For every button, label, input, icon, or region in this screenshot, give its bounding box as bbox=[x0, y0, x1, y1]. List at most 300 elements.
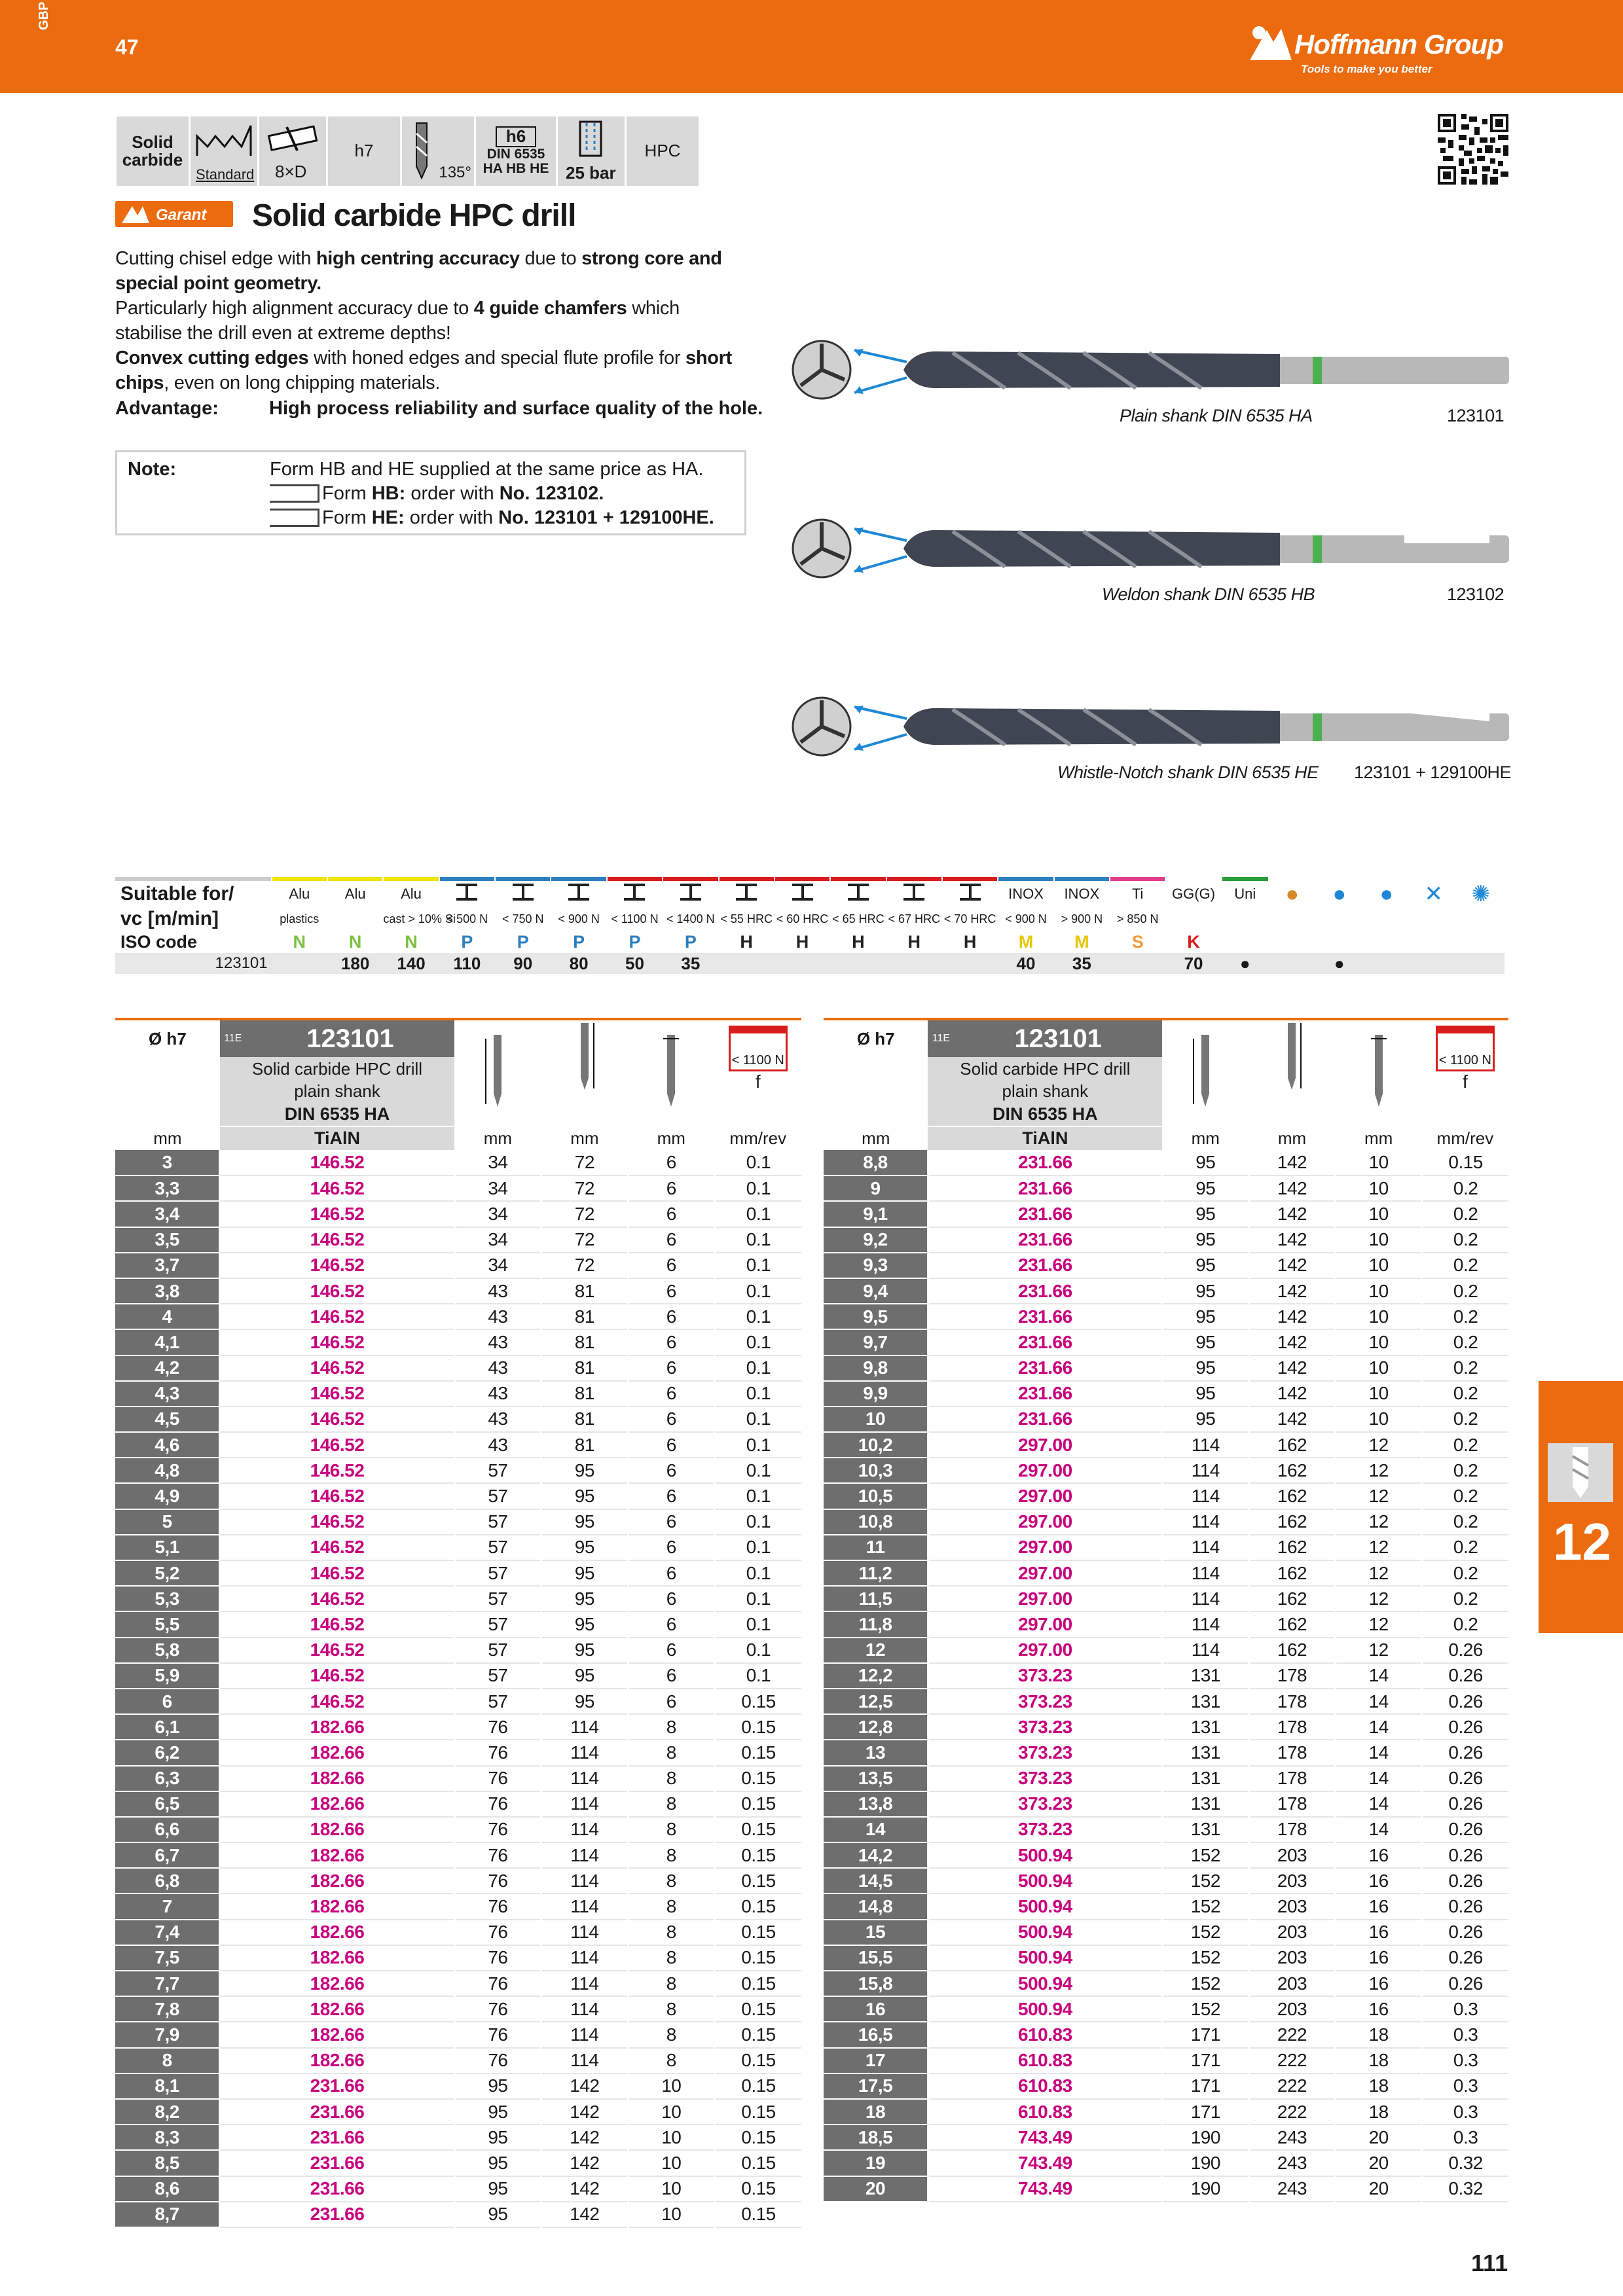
table-row[interactable] bbox=[824, 1175, 1508, 1201]
shank-badge bbox=[476, 117, 556, 186]
section-tab[interactable] bbox=[1539, 1381, 1623, 1633]
total-length-cell: 142 bbox=[541, 2150, 628, 2176]
total-length-cell: 142 bbox=[1249, 1304, 1335, 1329]
total-length-cell: 178 bbox=[1249, 1766, 1335, 1791]
total-length-cell: 178 bbox=[1249, 1791, 1335, 1817]
shank-diameter-cell: 6 bbox=[628, 1253, 714, 1278]
note-line-2: Form HB: order with No. 123102. bbox=[270, 482, 604, 506]
price-cell: 146.52 bbox=[220, 1407, 454, 1432]
flute-length-cell: 57 bbox=[454, 1611, 541, 1637]
table-row[interactable] bbox=[824, 1201, 1508, 1227]
table-row[interactable] bbox=[824, 2125, 1508, 2150]
table-row[interactable] bbox=[824, 2150, 1508, 2176]
material-name: Alu bbox=[401, 886, 422, 902]
table-row[interactable] bbox=[824, 1689, 1508, 1714]
flute-length-cell: 76 bbox=[454, 1791, 541, 1817]
total-length-cell: 81 bbox=[541, 1304, 628, 1329]
side-code: GBP bbox=[37, 1, 51, 30]
table-row[interactable] bbox=[115, 1175, 801, 1201]
feed-cell: 0.2 bbox=[1422, 1253, 1508, 1278]
table-row[interactable] bbox=[824, 2048, 1508, 2073]
table-row[interactable] bbox=[115, 1971, 801, 1996]
shank-diameter-cell: 6 bbox=[628, 1432, 714, 1458]
table-row[interactable] bbox=[115, 1893, 801, 1919]
steel-beam-icon bbox=[510, 883, 536, 901]
table-row[interactable] bbox=[824, 1611, 1508, 1637]
shank-diameter-cell: 8 bbox=[628, 2048, 714, 2073]
feed-cell: 0.15 bbox=[715, 1920, 801, 1945]
shank-diameter-cell: 8 bbox=[628, 1740, 714, 1765]
material-name bbox=[439, 881, 495, 907]
table-row[interactable] bbox=[824, 1535, 1508, 1560]
table-row[interactable] bbox=[115, 1842, 801, 1868]
table-row[interactable] bbox=[824, 1329, 1508, 1355]
table-row[interactable] bbox=[115, 1253, 801, 1278]
diameter-cell: 9,9 bbox=[824, 1381, 928, 1407]
flute-length-cell: 131 bbox=[1162, 1663, 1249, 1689]
table-row[interactable] bbox=[824, 1714, 1508, 1740]
flute-length-cell: 190 bbox=[1162, 2125, 1249, 2150]
diameter-cell: 9,7 bbox=[824, 1329, 928, 1355]
total-length-cell: 114 bbox=[541, 1996, 628, 2022]
shank-diameter-cell: 16 bbox=[1336, 1971, 1422, 1996]
diameter-cell: 4,6 bbox=[115, 1432, 220, 1458]
table-row[interactable] bbox=[115, 1381, 801, 1407]
iso-code: P bbox=[684, 931, 697, 952]
total-length-cell: 142 bbox=[1249, 1150, 1335, 1175]
price-cell: 182.66 bbox=[220, 1766, 454, 1791]
unit-mm: mm bbox=[1191, 1128, 1220, 1148]
section-number: 12 bbox=[1553, 1513, 1611, 1571]
shank-forms: HA HB HE bbox=[483, 160, 549, 176]
shank-diameter-cell: 14 bbox=[1336, 1714, 1422, 1740]
price-cell: 146.52 bbox=[220, 1611, 454, 1637]
feed-cell: 0.1 bbox=[715, 1509, 801, 1535]
table-row[interactable] bbox=[824, 1227, 1508, 1253]
iso-code: N bbox=[405, 931, 418, 952]
product-table-left bbox=[115, 1018, 801, 2228]
iso-code: K bbox=[1187, 931, 1200, 952]
total-length-cell: 222 bbox=[1249, 2073, 1335, 2099]
feed-cell: 0.15 bbox=[715, 1766, 801, 1791]
table-row[interactable] bbox=[824, 1842, 1508, 1868]
price-cell: 146.52 bbox=[220, 1278, 454, 1304]
shank-diameter-cell: 10 bbox=[1336, 1278, 1422, 1304]
page-header bbox=[0, 0, 1623, 93]
diameter-cell: 13 bbox=[824, 1740, 928, 1765]
table-row[interactable] bbox=[115, 1407, 801, 1432]
table-row[interactable] bbox=[115, 2022, 801, 2047]
feed-cell: 0.26 bbox=[1422, 1766, 1508, 1791]
diameter-cell: 8 bbox=[115, 2048, 220, 2073]
table-row[interactable] bbox=[824, 2176, 1508, 2202]
table-row[interactable] bbox=[115, 1304, 801, 1329]
advantage-label: Advantage: bbox=[115, 398, 219, 419]
diameter-cell: 19 bbox=[824, 2150, 928, 2176]
table-row[interactable] bbox=[824, 1817, 1508, 1842]
table-row[interactable] bbox=[115, 2176, 801, 2202]
table-row[interactable] bbox=[115, 2099, 801, 2125]
coating-label: TiAlN bbox=[928, 1126, 1162, 1150]
flute-length-cell: 95 bbox=[1162, 1150, 1249, 1175]
table-row[interactable] bbox=[824, 1483, 1508, 1509]
material-spec bbox=[1316, 907, 1363, 931]
material-name bbox=[495, 881, 551, 907]
cutting-speed-value bbox=[719, 953, 775, 974]
total-length-cell: 81 bbox=[541, 1278, 628, 1304]
cutting-speed-value: 50 bbox=[607, 953, 663, 974]
table-row[interactable] bbox=[115, 1740, 801, 1765]
table-row[interactable] bbox=[824, 1638, 1508, 1663]
force-rating: < 1100 N bbox=[1436, 1026, 1495, 1071]
shank-diameter-cell: 6 bbox=[628, 1663, 714, 1689]
note-box bbox=[115, 450, 746, 535]
diameter-cell: 7,5 bbox=[115, 1945, 220, 1971]
total-length-cell: 81 bbox=[541, 1329, 628, 1355]
total-length-cell: 162 bbox=[1249, 1458, 1335, 1483]
diameter-cell: 18 bbox=[824, 2099, 928, 2125]
table-row[interactable] bbox=[824, 1458, 1508, 1483]
iso-code: H bbox=[740, 931, 753, 952]
table-row[interactable] bbox=[115, 1355, 801, 1381]
coolant-type-icon: ● bbox=[1285, 881, 1299, 906]
flute-length-cell: 152 bbox=[1162, 1996, 1249, 2022]
price-cell: 146.52 bbox=[220, 1458, 454, 1483]
flute-length-cell: 95 bbox=[1162, 1304, 1249, 1329]
total-length-cell: 178 bbox=[1249, 1663, 1335, 1689]
diameter-cell: 9,3 bbox=[824, 1253, 928, 1278]
table-row[interactable] bbox=[824, 1766, 1508, 1791]
price-cell: 373.23 bbox=[928, 1791, 1162, 1817]
table-row[interactable] bbox=[824, 1971, 1508, 1996]
diameter-cell: 6,5 bbox=[115, 1791, 220, 1817]
shank-diameter-cell: 18 bbox=[1336, 2099, 1422, 2125]
feed-cell: 0.1 bbox=[715, 1586, 801, 1611]
table-row[interactable] bbox=[115, 1586, 801, 1611]
point-angle-badge bbox=[402, 117, 474, 186]
feed-cell: 0.3 bbox=[1422, 2099, 1508, 2125]
diameter-cell: 10,3 bbox=[824, 1458, 928, 1483]
table-row[interactable] bbox=[115, 2048, 801, 2073]
drill-whistle-notch-shank-image bbox=[782, 687, 1509, 766]
table-row[interactable] bbox=[115, 1509, 801, 1535]
table-row[interactable] bbox=[115, 1278, 801, 1304]
diameter-cell: 4,8 bbox=[115, 1458, 220, 1483]
diameter-cell: 5,5 bbox=[115, 1611, 220, 1637]
table-row[interactable] bbox=[824, 2099, 1508, 2125]
cutting-speed-value bbox=[1110, 953, 1165, 974]
price-cell: 500.94 bbox=[928, 1945, 1162, 1971]
flute-length-cell: 76 bbox=[454, 1945, 541, 1971]
table-row[interactable] bbox=[824, 1868, 1508, 1893]
flute-length-cell: 171 bbox=[1162, 2022, 1249, 2047]
shank-din: DIN 6535 bbox=[486, 146, 545, 162]
feed-cell: 0.1 bbox=[715, 1407, 801, 1432]
diameter-cell: 6,1 bbox=[115, 1714, 220, 1740]
total-length-cell: 114 bbox=[541, 1945, 628, 1971]
flute-length-cell: 171 bbox=[1162, 2099, 1249, 2125]
feed-cell: 0.1 bbox=[715, 1355, 801, 1381]
cutting-speed-value: ● bbox=[1316, 953, 1363, 974]
table-row[interactable] bbox=[115, 1611, 801, 1637]
material-name bbox=[830, 881, 886, 907]
qr-code-icon[interactable] bbox=[1438, 114, 1508, 185]
table-row[interactable] bbox=[115, 1432, 801, 1458]
iso-code: N bbox=[293, 931, 306, 952]
table-row[interactable] bbox=[824, 1355, 1508, 1381]
diameter-cell: 5,8 bbox=[115, 1638, 220, 1663]
feed-cell: 0.26 bbox=[1422, 1714, 1508, 1740]
price-cell: 500.94 bbox=[928, 1996, 1162, 2022]
total-length-cell: 114 bbox=[541, 1817, 628, 1842]
diameter-cell: 11 bbox=[824, 1535, 928, 1560]
table-row[interactable] bbox=[115, 1227, 801, 1253]
table-row[interactable] bbox=[824, 1150, 1508, 1175]
table-row[interactable] bbox=[824, 1945, 1508, 1971]
table-row[interactable] bbox=[824, 1253, 1508, 1278]
shank-diameter-cell: 10 bbox=[628, 2099, 714, 2125]
feed-cell: 0.3 bbox=[1422, 2125, 1508, 2150]
price-cell: 297.00 bbox=[928, 1509, 1162, 1535]
flute-length-cell: 57 bbox=[454, 1689, 541, 1714]
diameter-cell: 10 bbox=[824, 1407, 928, 1432]
standard-label: Standard bbox=[196, 166, 255, 183]
unit-mm: mm bbox=[1364, 1128, 1393, 1148]
total-length-cell: 114 bbox=[541, 2022, 628, 2047]
feed-cell: 0.1 bbox=[715, 1381, 801, 1407]
table-row[interactable] bbox=[115, 1817, 801, 1842]
table-row[interactable] bbox=[115, 1766, 801, 1791]
price-cell: 297.00 bbox=[928, 1458, 1162, 1483]
table-row[interactable] bbox=[115, 2073, 801, 2099]
total-length-cell: 162 bbox=[1249, 1432, 1335, 1458]
table-row[interactable] bbox=[115, 1483, 801, 1509]
shank-diameter-cell: 14 bbox=[1336, 1766, 1422, 1791]
din-standard: DIN 6535 HA bbox=[220, 1103, 454, 1126]
total-length-cell: 222 bbox=[1249, 2048, 1335, 2073]
total-length-cell: 142 bbox=[1249, 1407, 1335, 1432]
table-row[interactable] bbox=[824, 1663, 1508, 1689]
total-length-cell: 178 bbox=[1249, 1817, 1335, 1842]
price-cell: 146.52 bbox=[220, 1329, 454, 1355]
table-row[interactable] bbox=[115, 1868, 801, 1893]
table-row[interactable] bbox=[824, 1381, 1508, 1407]
shank-diameter-cell: 10 bbox=[1336, 1201, 1422, 1227]
shank-diameter-cell: 6 bbox=[628, 1458, 714, 1483]
table-row[interactable] bbox=[115, 2125, 801, 2150]
shank-diameter-cell: 8 bbox=[628, 1996, 714, 2022]
total-length-cell: 72 bbox=[541, 1227, 628, 1253]
table-row[interactable] bbox=[824, 1996, 1508, 2022]
shank-diameter-cell: 20 bbox=[1336, 2176, 1422, 2202]
shank-diameter-cell: 14 bbox=[1336, 1663, 1422, 1689]
shank-diameter-cell: 14 bbox=[1336, 1689, 1422, 1714]
table-row[interactable] bbox=[824, 1920, 1508, 1945]
feed-cell: 0.1 bbox=[715, 1611, 801, 1637]
diameter-cell: 6,2 bbox=[115, 1740, 220, 1765]
table-row[interactable] bbox=[115, 1714, 801, 1740]
table-row[interactable] bbox=[115, 1663, 801, 1689]
total-length-cell: 222 bbox=[1249, 2022, 1335, 2047]
material-spec: < 1100 N bbox=[611, 912, 659, 925]
whistle-notch-shank-icon bbox=[270, 509, 319, 527]
flute-length-cell: 57 bbox=[454, 1663, 541, 1689]
table-row[interactable] bbox=[115, 1329, 801, 1355]
table-row[interactable] bbox=[115, 1560, 801, 1586]
total-length-cell: 114 bbox=[541, 1868, 628, 1893]
flute-length-cell: 114 bbox=[1162, 1483, 1249, 1509]
table-row[interactable] bbox=[115, 1920, 801, 1945]
diameter-cell: 8,2 bbox=[115, 2099, 220, 2125]
drill-length-icon bbox=[267, 122, 319, 154]
unit-mm: mm bbox=[862, 1128, 890, 1148]
diameter-cell: 6,8 bbox=[115, 1868, 220, 1893]
table-row[interactable] bbox=[115, 2150, 801, 2176]
diameter-cell: 3 bbox=[115, 1150, 220, 1175]
table-row[interactable] bbox=[824, 2073, 1508, 2099]
flute-length-cell: 76 bbox=[454, 1971, 541, 1996]
table-row[interactable] bbox=[824, 1560, 1508, 1586]
flute-length-cell: 95 bbox=[1162, 1355, 1249, 1381]
price-cell: 146.52 bbox=[220, 1227, 454, 1253]
price-cell: 146.52 bbox=[220, 1304, 454, 1329]
table-row[interactable] bbox=[115, 1945, 801, 1971]
total-length-cell: 95 bbox=[541, 1689, 628, 1714]
total-length-cell: 203 bbox=[1249, 1920, 1335, 1945]
diameter-cell: 5,9 bbox=[115, 1663, 220, 1689]
table-row[interactable] bbox=[115, 1150, 801, 1175]
table-row[interactable] bbox=[824, 1791, 1508, 1817]
price-cell: 146.52 bbox=[220, 1253, 454, 1278]
flute-length-cell: 95 bbox=[1162, 1253, 1249, 1278]
steel-beam-icon bbox=[901, 883, 927, 901]
total-length-cell: 95 bbox=[541, 1458, 628, 1483]
total-length-cell: 95 bbox=[541, 1663, 628, 1689]
diameter-cell: 6,7 bbox=[115, 1842, 220, 1868]
total-length-cell: 162 bbox=[1249, 1535, 1335, 1560]
total-length-cell: 162 bbox=[1249, 1638, 1335, 1663]
material-name: Alu bbox=[289, 886, 310, 902]
flute-length-cell: 76 bbox=[454, 1996, 541, 2022]
product-table-right bbox=[824, 1018, 1508, 2202]
table-row[interactable] bbox=[115, 2202, 801, 2227]
product-description: Cutting chisel edge with high centring accuracy due to strong core and special point geometry. Particularly high alignment accuracy due to 4 guide chamfers which stabilise the drill even at extreme depths! Convex cutting edges with honed edges and special flute profile for short chips, even on long chipping materials. bbox=[115, 248, 732, 393]
feed-cell: 0.15 bbox=[715, 1996, 801, 2022]
total-length-cell: 95 bbox=[541, 1509, 628, 1535]
unit-mm: mm bbox=[570, 1128, 599, 1148]
table-row[interactable] bbox=[115, 1996, 801, 2022]
diameter-cell: 15,8 bbox=[824, 1971, 928, 1996]
shank-diameter-cell: 8 bbox=[628, 1893, 714, 1919]
price-cell: 297.00 bbox=[928, 1586, 1162, 1611]
table-row[interactable] bbox=[115, 1638, 801, 1663]
total-length-icon bbox=[1249, 1019, 1335, 1126]
material-name: Uni bbox=[1234, 886, 1256, 902]
flute-length-cell: 152 bbox=[1162, 1868, 1249, 1893]
cutting-speed-value bbox=[775, 953, 830, 974]
table-row[interactable] bbox=[824, 1509, 1508, 1535]
hoffmann-logo[interactable] bbox=[1247, 24, 1509, 76]
price-cell: 146.52 bbox=[220, 1175, 454, 1201]
price-cell: 146.52 bbox=[220, 1663, 454, 1689]
diameter-cell: 11,8 bbox=[824, 1611, 928, 1637]
total-length-cell: 95 bbox=[541, 1560, 628, 1586]
flute-length-cell: 57 bbox=[454, 1458, 541, 1483]
price-cell: 182.66 bbox=[220, 1945, 454, 1971]
table-row[interactable] bbox=[115, 1458, 801, 1483]
table-row[interactable] bbox=[115, 1791, 801, 1817]
feed-cell: 0.2 bbox=[1422, 1304, 1508, 1329]
shank-diameter-cell: 10 bbox=[1336, 1150, 1422, 1175]
table-row[interactable] bbox=[824, 1278, 1508, 1304]
total-length-cell: 114 bbox=[541, 1893, 628, 1919]
product-description-cell: Solid carbide HPC drill plain shank bbox=[220, 1057, 454, 1103]
table-row[interactable] bbox=[824, 1586, 1508, 1611]
feed-cell: 0.1 bbox=[715, 1150, 801, 1175]
unit-mm: mm bbox=[153, 1128, 182, 1148]
table-row[interactable] bbox=[824, 1432, 1508, 1458]
feed-symbol: f bbox=[755, 1071, 761, 1092]
table-row[interactable] bbox=[824, 1407, 1508, 1432]
price-cell: 146.52 bbox=[220, 1638, 454, 1663]
unit-mm: mm bbox=[483, 1128, 513, 1148]
material-name: Ti bbox=[1131, 886, 1144, 902]
iso-code: N bbox=[348, 931, 362, 952]
feed-cell: 0.15 bbox=[715, 2150, 801, 2176]
flute-length-cell: 43 bbox=[454, 1432, 541, 1458]
feed-cell: 0.15 bbox=[715, 1842, 801, 1868]
flute-length-cell: 57 bbox=[454, 1535, 541, 1560]
table-row[interactable] bbox=[824, 1893, 1508, 1919]
iso-code: P bbox=[573, 931, 585, 952]
shank-diameter-cell: 12 bbox=[1336, 1458, 1422, 1483]
price-cell: 373.23 bbox=[928, 1689, 1162, 1714]
steel-beam-icon bbox=[678, 883, 704, 901]
table-row[interactable] bbox=[115, 1689, 801, 1714]
table-row[interactable] bbox=[824, 1740, 1508, 1765]
feed-cell: 0.15 bbox=[715, 2176, 801, 2202]
flute-length-cell: 34 bbox=[454, 1175, 541, 1201]
flute-length-cell: 95 bbox=[1162, 1329, 1249, 1355]
flute-length-cell: 190 bbox=[1162, 2176, 1249, 2202]
shank-diameter-icon bbox=[628, 1019, 714, 1126]
iso-code: H bbox=[963, 931, 977, 952]
shank-diameter-cell: 10 bbox=[1336, 1355, 1422, 1381]
table-row[interactable] bbox=[115, 1201, 801, 1227]
feed-cell: 0.1 bbox=[715, 1201, 801, 1227]
flute-length-cell: 114 bbox=[1162, 1432, 1249, 1458]
shank-diameter-cell: 18 bbox=[1336, 2048, 1422, 2073]
internal-coolant-icon bbox=[577, 120, 604, 158]
total-length-cell: 142 bbox=[1249, 1278, 1335, 1304]
diameter-cell: 14,2 bbox=[824, 1842, 928, 1868]
table-row[interactable] bbox=[824, 2022, 1508, 2047]
diameter-cell: 8,6 bbox=[115, 2176, 220, 2202]
cutting-speed-value bbox=[272, 953, 327, 974]
price-cell: 182.66 bbox=[220, 1740, 454, 1765]
diameter-cell: 13,5 bbox=[824, 1766, 928, 1791]
shank-diameter-cell: 10 bbox=[1336, 1253, 1422, 1278]
table-row[interactable] bbox=[115, 1535, 801, 1560]
table-row[interactable] bbox=[824, 1304, 1508, 1329]
cutting-speed-value: 70 bbox=[1165, 953, 1221, 974]
property-icons bbox=[117, 117, 699, 186]
unit-mmrev: mm/rev bbox=[729, 1128, 787, 1148]
total-length-cell: 142 bbox=[1249, 1381, 1335, 1407]
shank-diameter-cell: 10 bbox=[1336, 1407, 1422, 1432]
total-length-cell: 81 bbox=[541, 1432, 628, 1458]
price-cell: 231.66 bbox=[220, 2202, 454, 2227]
